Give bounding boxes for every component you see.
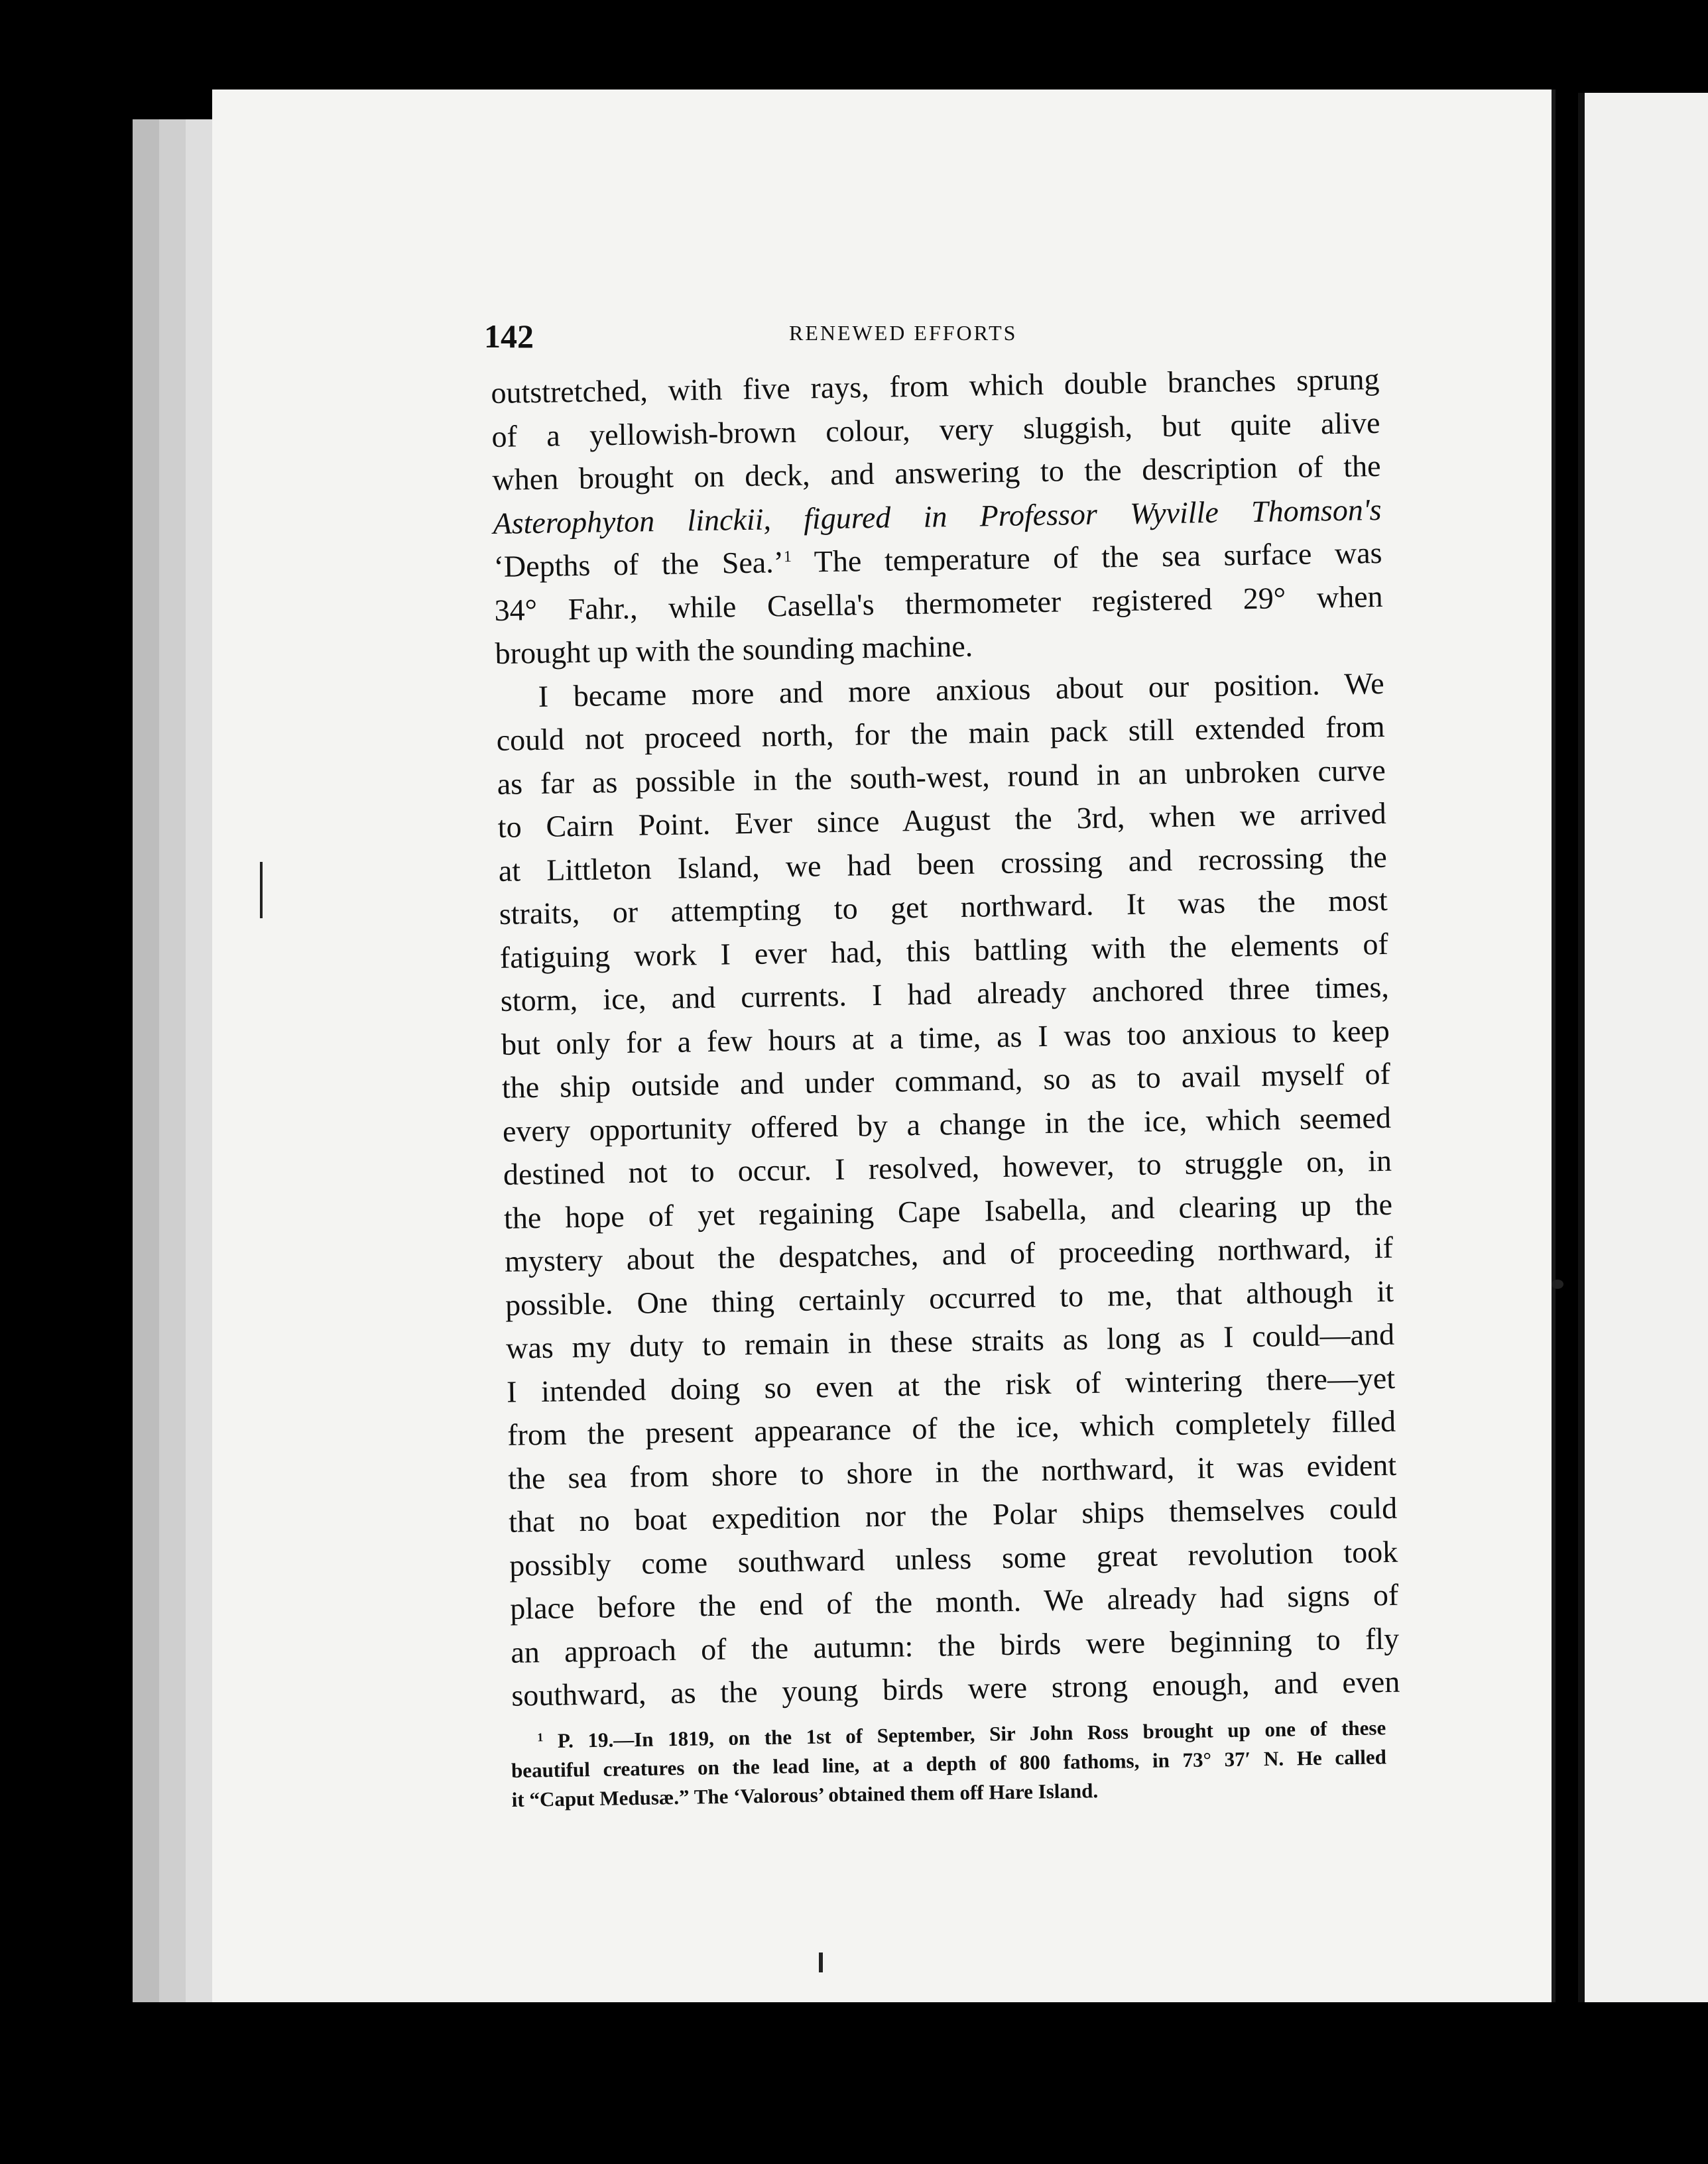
paragraph-1 xyxy=(491,357,1384,675)
text-line: outstretched, with five rays, from which double branches sprung xyxy=(491,361,1380,410)
text-line: possibly come southward unless some great revolution took xyxy=(509,1534,1398,1583)
text-line: straits, or attempting to get northward. It was the most xyxy=(499,882,1388,931)
text-line: I intended doing so even at the risk of wintering there—yet xyxy=(506,1360,1396,1409)
text-line: place before the end of the month. We already had signs of xyxy=(509,1577,1399,1626)
footnote-number: 1 xyxy=(537,1730,544,1744)
species-name-line: Asterophyton linckii, figured in Professor Wyville Thomson's xyxy=(493,492,1382,540)
text-line: mystery about the despatches, and of proceeding northward, if xyxy=(504,1230,1394,1278)
page-edge xyxy=(186,119,214,2002)
footnote-text: P. 19.—In 1819, on the 1st of September, Sir John Ross brought up one of these xyxy=(557,1716,1386,1752)
text-line: 34° Fahr., while Casella's thermometer registered 29° when xyxy=(494,579,1383,627)
ink-speck xyxy=(260,862,263,918)
running-title: RENEWED EFFORTS xyxy=(789,321,1018,345)
text-line: to Cairn Point. Ever since August the 3rd, when we arrived xyxy=(497,796,1387,844)
text-line: the hope of yet regaining Cape Isabella, and clearing up the xyxy=(503,1187,1393,1235)
book-title-quote: ‘Depths of the Sea.’ xyxy=(493,545,784,583)
text-line: the sea from shore to shore in the northward, it was evident xyxy=(507,1447,1397,1496)
ink-speck xyxy=(819,1953,823,1972)
text-line: I became more and more anxious about our position. We xyxy=(538,666,1384,713)
text-line: was my duty to remain in these straits as long as I could—and xyxy=(505,1317,1395,1365)
text-line: fatiguing work I ever had, this battling with the elements of xyxy=(499,926,1389,975)
text-line: as far as possible in the south-west, round in an unbroken curve xyxy=(497,752,1386,801)
text-line: destined not to occur. I resolved, however, to struggle on, in xyxy=(503,1143,1392,1191)
facing-page-edge xyxy=(1578,93,1708,2002)
text-line: every opportunity offered by a change in the ice, which seemed xyxy=(502,1100,1392,1148)
text-line: the ship outside and under command, so as to avail myself of xyxy=(501,1056,1391,1105)
text-line: could not proceed north, for the main pack still extended from xyxy=(496,709,1385,757)
text-line: southward, as the young birds were strong enough, and even xyxy=(511,1664,1400,1713)
text-line: brought up with the sounding machine. xyxy=(495,629,973,670)
footnote-marker[interactable]: 1 xyxy=(783,548,792,566)
body-text xyxy=(491,357,1400,1717)
text-continuation: The temperature of the sea surface was xyxy=(791,535,1382,579)
text-line: from the present appearance of the ice, which completely filled xyxy=(507,1404,1396,1452)
paragraph-2 xyxy=(495,661,1400,1717)
text-line: of a yellowish-brown colour, very sluggish, but quite alive xyxy=(491,405,1380,453)
text-line: possible. One thing certainly occurred to me, that although it xyxy=(505,1274,1394,1322)
page-number: 142 xyxy=(484,318,534,355)
text-line: that no boat expedition nor the Polar ships themselves could xyxy=(508,1490,1398,1539)
text-line: when brought on deck, and answering to the description of the xyxy=(492,448,1381,497)
ink-speck xyxy=(1552,1280,1563,1289)
text-line: but only for a few hours at a time, as I was too anxious to keep xyxy=(501,1013,1390,1061)
text-line: storm, ice, and currents. I had already anchored three times, xyxy=(500,969,1390,1018)
page-edge xyxy=(133,119,161,2002)
text-line: at Littleton Island, we had been crossing and recrossing the xyxy=(498,839,1388,888)
page-edge xyxy=(159,119,188,2002)
footnote-line: it “Caput Medusæ.” The ‘Valorous’ obtained them off Hare Island. xyxy=(511,1779,1099,1811)
footnote-line: beautiful creatures on the lead line, at a depth of 800 fathoms, in 73° 37′ N. He called xyxy=(511,1745,1387,1782)
footnote xyxy=(511,1713,1387,1815)
running-head xyxy=(484,317,1379,363)
text-line: an approach of the autumn: the birds were beginning to fly xyxy=(510,1621,1400,1669)
